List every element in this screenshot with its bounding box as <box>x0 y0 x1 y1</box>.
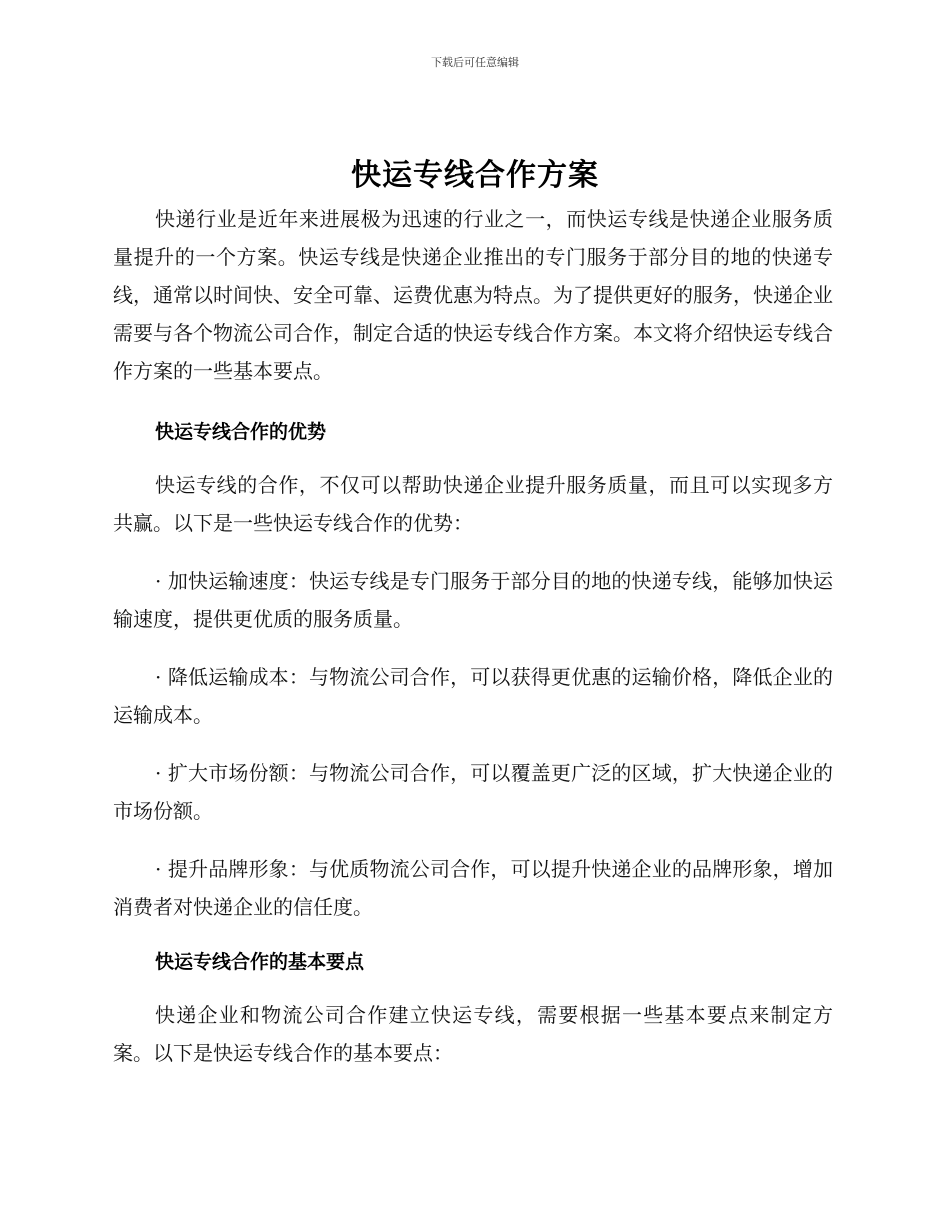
intro-paragraph: 快递行业是近年来进展极为迅速的行业之一，而快运专线是快递企业服务质量提升的一个方案。快运专线是快递企业推出的专门服务于部分目的地的快递专线，通常以时间快、安全可靠、运费优惠为特点。为了提供更好的服务，快递企业需要与各个物流公司合作，制定合适的快运专线合作方案。本文将介绍快运专线合作方案的一些基本要点。 <box>113 207 833 383</box>
key-points-intro-paragraph: 快递企业和物流公司合作建立快运专线，需要根据一些基本要点来制定方案。以下是快运专线合作的基本要点： <box>113 1003 833 1065</box>
section-heading-advantages: 快运专线合作的优势 <box>155 421 327 443</box>
bullet-item: · 加快运输速度：快运专线是专门服务于部分目的地的快递专线，能够加快运输速度，提供更优质的服务质量。 <box>113 569 833 631</box>
bullet-item: · 降低运输成本：与物流公司合作，可以获得更优惠的运输价格，降低企业的运输成本。 <box>113 665 833 727</box>
document-body <box>113 200 833 1072</box>
advantages-intro-paragraph: 快运专线的合作，不仅可以帮助快递企业提升服务质量，而且可以实现多方共赢。以下是一些快运专线合作的优势： <box>113 473 833 535</box>
bullet-item: · 提升品牌形象：与优质物流公司合作，可以提升快递企业的品牌形象，增加消费者对快递企业的信任度。 <box>113 857 833 919</box>
document-title: 快运专线合作方案 <box>351 158 599 193</box>
header-note: 下载后可任意编辑 <box>431 56 519 69</box>
bullet-item: · 扩大市场份额：与物流公司合作，可以覆盖更广泛的区域，扩大快递企业的市场份额。 <box>113 761 833 823</box>
section-heading-key-points: 快运专线合作的基本要点 <box>155 951 365 973</box>
